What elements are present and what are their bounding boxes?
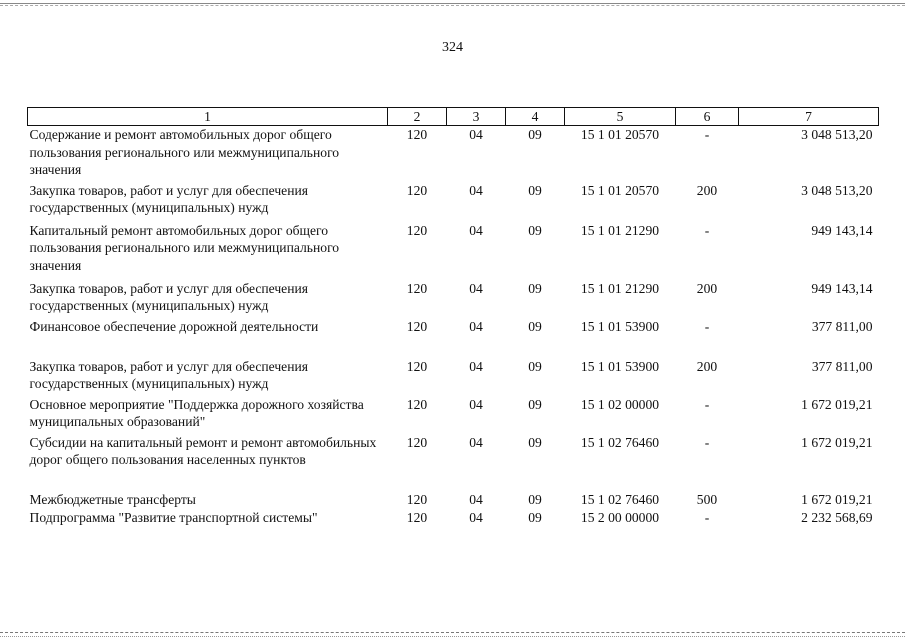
row-code-5: 15 1 02 00000 — [580, 396, 660, 412]
row-amount: 1 672 019,21 — [801, 434, 873, 450]
page-number: 324 — [442, 40, 463, 55]
row-code-6: 200 — [696, 182, 718, 198]
table-header-row — [28, 108, 879, 126]
row-code-6: - — [704, 127, 710, 142]
row-code-4: 09 — [528, 509, 542, 525]
row-code-2: 120 — [406, 434, 428, 450]
row-code-3: 04 — [469, 222, 483, 238]
row-code-5: 15 1 01 53900 — [580, 358, 660, 374]
row-name: Финансовое обеспечение дорожной деятельности — [29, 318, 319, 334]
row-code-2: 120 — [406, 280, 428, 296]
row-code-3: 04 — [469, 127, 483, 142]
column-header-2: 2 — [388, 108, 447, 126]
row-name: Основное мероприятие "Поддержка дорожного хозяйства муниципальных образований" — [29, 396, 364, 430]
row-code-4: 09 — [528, 127, 542, 142]
scan-edge-top-dashed — [0, 5, 905, 6]
row-code-5: 15 1 02 76460 — [580, 491, 660, 507]
row-code-6: - — [704, 222, 710, 238]
row-code-6: 500 — [696, 491, 718, 507]
row-amount: 377 811,00 — [811, 358, 873, 374]
row-code-6: - — [704, 396, 710, 412]
row-code-4: 09 — [528, 396, 542, 412]
table-row — [28, 182, 879, 222]
row-amount: 1 672 019,21 — [801, 491, 873, 507]
scan-edge-bottom — [0, 632, 905, 633]
scan-edge-top — [0, 3, 905, 4]
row-code-3: 04 — [469, 280, 483, 296]
table-row — [28, 358, 879, 396]
row-name: Капитальный ремонт автомобильных дорог общего пользования регионального или межмуниципального значения — [29, 222, 340, 273]
budget-table — [27, 107, 879, 527]
row-code-4: 09 — [528, 358, 542, 374]
row-code-4: 09 — [528, 491, 542, 507]
column-header-3: 3 — [447, 108, 506, 126]
row-amount: 1 672 019,21 — [801, 396, 873, 412]
row-code-2: 120 — [406, 182, 428, 198]
row-name: Подпрограмма "Развитие транспортной системы" — [29, 509, 318, 525]
column-header-1: 1 — [28, 108, 388, 126]
row-amount: 3 048 513,20 — [801, 182, 873, 198]
row-code-2: 120 — [406, 509, 428, 525]
table-row — [28, 491, 879, 509]
row-code-4: 09 — [528, 280, 542, 296]
row-code-4: 09 — [528, 182, 542, 198]
row-name: Межбюджетные трансферты — [29, 491, 196, 507]
row-code-3: 04 — [469, 509, 483, 525]
row-code-6: - — [704, 434, 710, 450]
column-header-6: 6 — [676, 108, 739, 126]
row-code-3: 04 — [469, 491, 483, 507]
row-code-2: 120 — [406, 491, 428, 507]
row-code-3: 04 — [469, 396, 483, 412]
row-name: Закупка товаров, работ и услуг для обеспечения государственных (муниципальных) нужд — [29, 182, 308, 216]
row-name: Закупка товаров, работ и услуг для обеспечения государственных (муниципальных) нужд — [29, 358, 308, 392]
row-code-6: 200 — [696, 280, 718, 296]
row-name: Субсидии на капитальный ремонт и ремонт автомобильных дорог общего пользования населенных пунктов — [29, 434, 377, 468]
row-code-5: 15 2 00 00000 — [580, 509, 660, 525]
row-code-2: 120 — [406, 222, 428, 238]
row-code-5: 15 1 01 21290 — [580, 222, 660, 238]
row-code-3: 04 — [469, 358, 483, 374]
table-row — [28, 280, 879, 318]
row-code-3: 04 — [469, 182, 483, 198]
row-code-4: 09 — [528, 222, 542, 238]
row-amount: 2 232 568,69 — [801, 509, 873, 525]
column-header-5: 5 — [565, 108, 676, 126]
scan-edge-bottom-dotted — [0, 636, 905, 637]
row-code-3: 04 — [469, 318, 483, 334]
column-header-7: 7 — [739, 108, 879, 126]
row-code-6: - — [704, 509, 710, 525]
table-row — [28, 509, 879, 527]
table-row — [28, 318, 879, 358]
row-code-6: 200 — [696, 358, 718, 374]
row-code-2: 120 — [406, 396, 428, 412]
row-amount: 949 143,14 — [811, 280, 873, 296]
row-code-2: 120 — [406, 358, 428, 374]
table-row — [28, 396, 879, 434]
row-amount: 377 811,00 — [811, 318, 873, 334]
row-code-2: 120 — [406, 127, 428, 142]
row-code-5: 15 1 02 76460 — [580, 434, 660, 450]
row-name: Закупка товаров, работ и услуг для обеспечения государственных (муниципальных) нужд — [29, 280, 308, 314]
row-code-4: 09 — [528, 434, 542, 450]
row-amount: 949 143,14 — [811, 222, 873, 238]
row-code-2: 120 — [406, 318, 428, 334]
table-row — [28, 434, 879, 491]
row-name: Содержание и ремонт автомобильных дорог общего пользования регионального или межмуниципального значения — [29, 127, 340, 178]
row-code-5: 15 1 01 21290 — [580, 280, 660, 296]
row-code-4: 09 — [528, 318, 542, 334]
table-row — [28, 222, 879, 280]
row-amount: 3 048 513,20 — [801, 127, 873, 142]
row-code-5: 15 1 01 53900 — [580, 318, 660, 334]
row-code-5: 15 1 01 20570 — [580, 127, 660, 142]
table-row — [28, 126, 879, 182]
row-code-6: - — [704, 318, 710, 334]
row-code-5: 15 1 01 20570 — [580, 182, 660, 198]
row-code-3: 04 — [469, 434, 483, 450]
column-header-4: 4 — [506, 108, 565, 126]
